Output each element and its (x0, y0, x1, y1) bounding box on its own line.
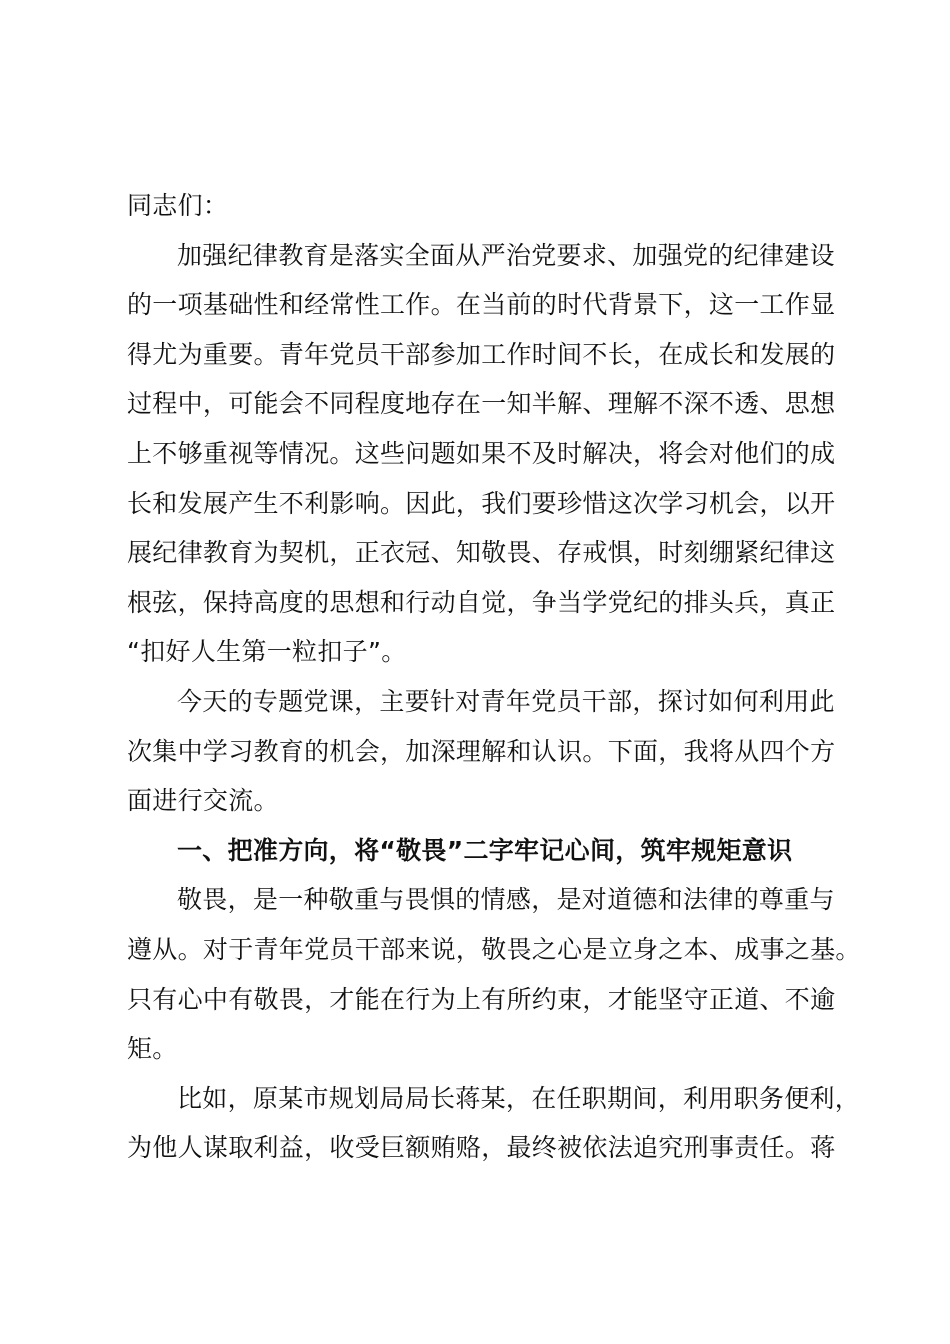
paragraph-line: 矩。 (127, 1034, 178, 1064)
paragraph-line: 敬畏，是一种敬重与畏惧的情感，是对道德和法律的尊重与 (177, 885, 835, 915)
paragraph-example (127, 1074, 861, 1173)
paragraph-line: 展纪律教育为契机，正衣冠、知敬畏、存戒惧，时刻绷紧纪律这 (127, 538, 836, 568)
section-heading: 一、把准方向，将“敬畏”二字牢记心间，筑牢规矩意识 (177, 835, 793, 865)
paragraph-line: 只有心中有敬畏，才能在行为上有所约束，才能坚守正道、不逾 (127, 984, 836, 1014)
paragraph-line: 的一项基础性和经常性工作。在当前的时代背景下，这一工作显 (127, 290, 836, 320)
paragraph-intro (127, 231, 837, 677)
paragraph-line: 今天的专题党课，主要针对青年党员干部，探讨如何利用此 (177, 686, 835, 716)
paragraph-line: 过程中，可能会不同程度地存在一知半解、理解不深不透、思想 (127, 389, 836, 419)
paragraph-line: “扣好人生第一粒扣子”。 (127, 637, 407, 667)
paragraph-topic (127, 677, 837, 826)
paragraph-reverence (127, 875, 861, 1073)
paragraph-line: 上不够重视等情况。这些问题如果不及时解决，将会对他们的成 (127, 438, 836, 468)
paragraph-line: 长和发展产生不利影响。因此，我们要珍惜这次学习机会，以开 (127, 488, 836, 518)
document-body (127, 181, 861, 1173)
paragraph-line: 次集中学习教育的机会，加深理解和认识。下面，我将从四个方 (127, 736, 836, 766)
paragraph-line: 根弦，保持高度的思想和行动自觉，争当学党纪的排头兵，真正 (127, 587, 836, 617)
paragraph-line: 为他人谋取利益，收受巨额贿赂，最终被依法追究刑事责任。蒋 (127, 1133, 836, 1163)
paragraph-line: 比如，原某市规划局局长蒋某，在任职期间，利用职务便利， (177, 1083, 861, 1113)
paragraph-line: 得尤为重要。青年党员干部参加工作时间不长，在成长和发展的 (127, 339, 836, 369)
paragraph-line: 遵从。对于青年党员干部来说，敬畏之心是立身之本、成事之基。 (127, 934, 861, 964)
paragraph-line: 面进行交流。 (127, 786, 279, 816)
paragraph-line: 加强纪律教育是落实全面从严治党要求、加强党的纪律建设 (177, 240, 835, 270)
salutation: 同志们： (127, 191, 229, 220)
